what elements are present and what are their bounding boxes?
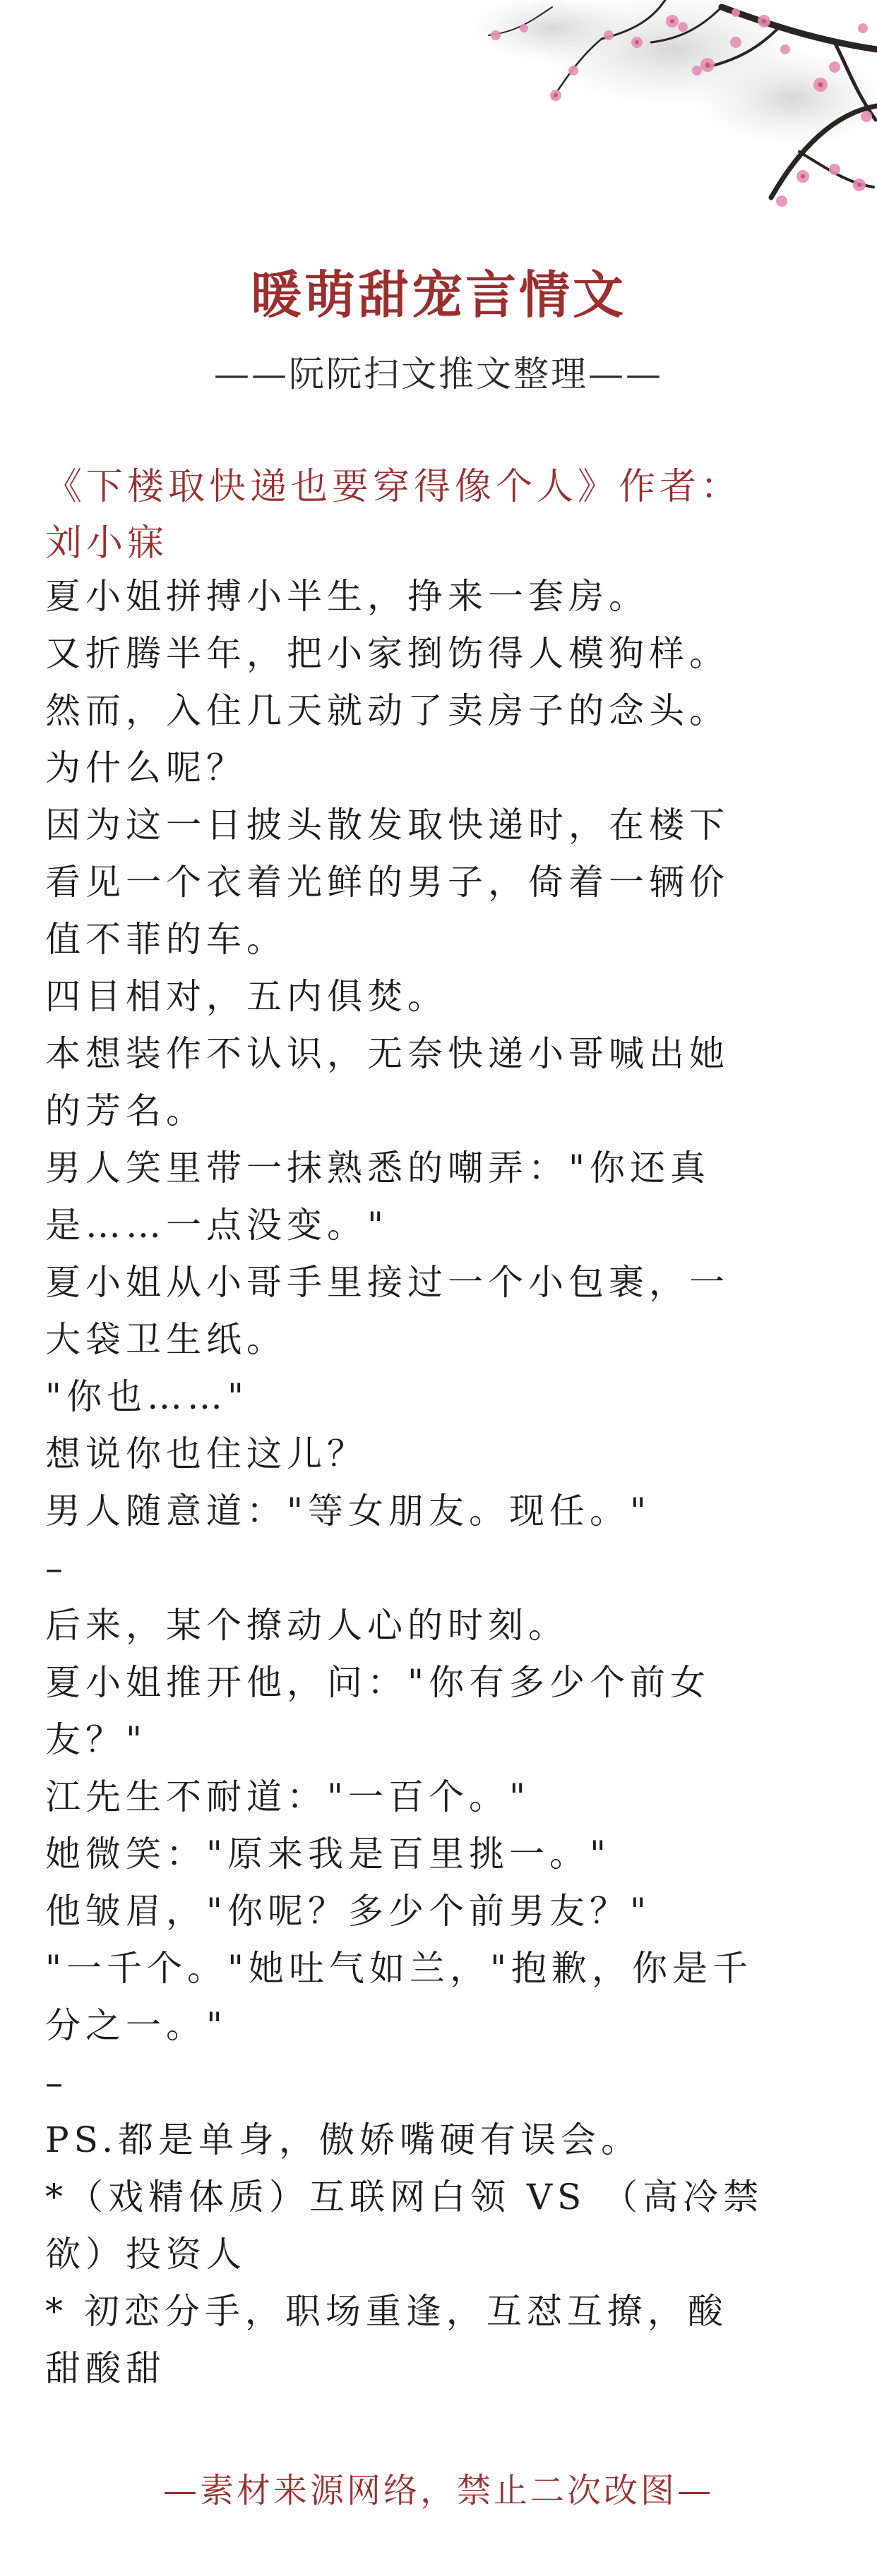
page-title: 暖萌甜宠言情文 [250, 265, 626, 325]
text-line: 四目相对，五内俱焚。 [45, 976, 448, 1017]
text-line: "你也……" [45, 1376, 249, 1417]
text-line: * 初恋分手，职场重逢，互怼互撩，酸 [45, 2291, 728, 2332]
text-line: 她微笑："原来我是百里挑一。" [45, 1834, 611, 1874]
text-line: "一千个。"她吐气如兰，"抱歉，你是千 [45, 1948, 753, 1989]
text-line: 欲）投资人 [45, 2234, 246, 2275]
text-line: 看见一个衣着光鲜的男子，倚着一辆价 [45, 862, 729, 903]
text-line: 江先生不耐道："一百个。" [45, 1776, 530, 1817]
text-line: 男人随意道："等女朋友。现任。" [45, 1491, 651, 1531]
text-line: 因为这一日披头散发取快递时，在楼下 [45, 805, 729, 845]
text-line: 夏小姐拼搏小半生，挣来一套房。 [45, 576, 649, 617]
text-line: 想说你也住这儿？ [45, 1433, 367, 1474]
text-line: 甜酸甜 [45, 2348, 166, 2389]
text-line: *（戏精体质）互联网白领 VS （高冷禁 [45, 2177, 764, 2217]
book-title-author: 《下楼取快递也要穿得像个人》作者： [45, 466, 742, 508]
text-line: 后来，某个撩动人心的时刻。 [45, 1605, 568, 1646]
text-line: 为什么呢？ [45, 747, 246, 788]
page-subtitle: ——阮阮扫文推文整理—— [214, 354, 663, 395]
text-line: 又折腾半年，把小家捯饬得人模狗样。 [45, 633, 729, 674]
synopsis-text [45, 568, 836, 2397]
separator-dash: – [45, 2062, 68, 2103]
text-line: 然而，入住几天就动了卖房子的念头。 [45, 690, 729, 731]
text-line: 本想装作不认识，无奈快递小哥喊出她 [45, 1033, 729, 1074]
text-line: 的芳名。 [45, 1090, 206, 1131]
book-heading [45, 459, 836, 572]
text-line: PS.都是单身，傲娇嘴硬有误会。 [45, 2119, 642, 2160]
text-line: 夏小姐从小哥手里接过一个小包裹，一 [45, 1262, 729, 1303]
plum-blossom-decoration [340, 0, 877, 233]
text-line: 他皱眉，"你呢？多少个前男友？" [45, 1891, 651, 1932]
text-line: 是……一点没变。" [45, 1205, 388, 1246]
text-line: 分之一。" [45, 2005, 227, 2046]
text-line: 男人笑里带一抹熟悉的嘲弄："你还真 [45, 1148, 710, 1188]
author-name: 刘小寐 [45, 522, 169, 565]
copyright-footer: —素材来源网络，禁止二次改图— [162, 2471, 714, 2510]
text-line: 夏小姐推开他，问："你有多少个前女 [45, 1662, 710, 1703]
text-line: 友？" [45, 1719, 147, 1760]
text-line: 大袋卫生纸。 [45, 1319, 287, 1360]
separator-dash: – [45, 1548, 68, 1589]
text-line: 值不菲的车。 [45, 919, 287, 960]
